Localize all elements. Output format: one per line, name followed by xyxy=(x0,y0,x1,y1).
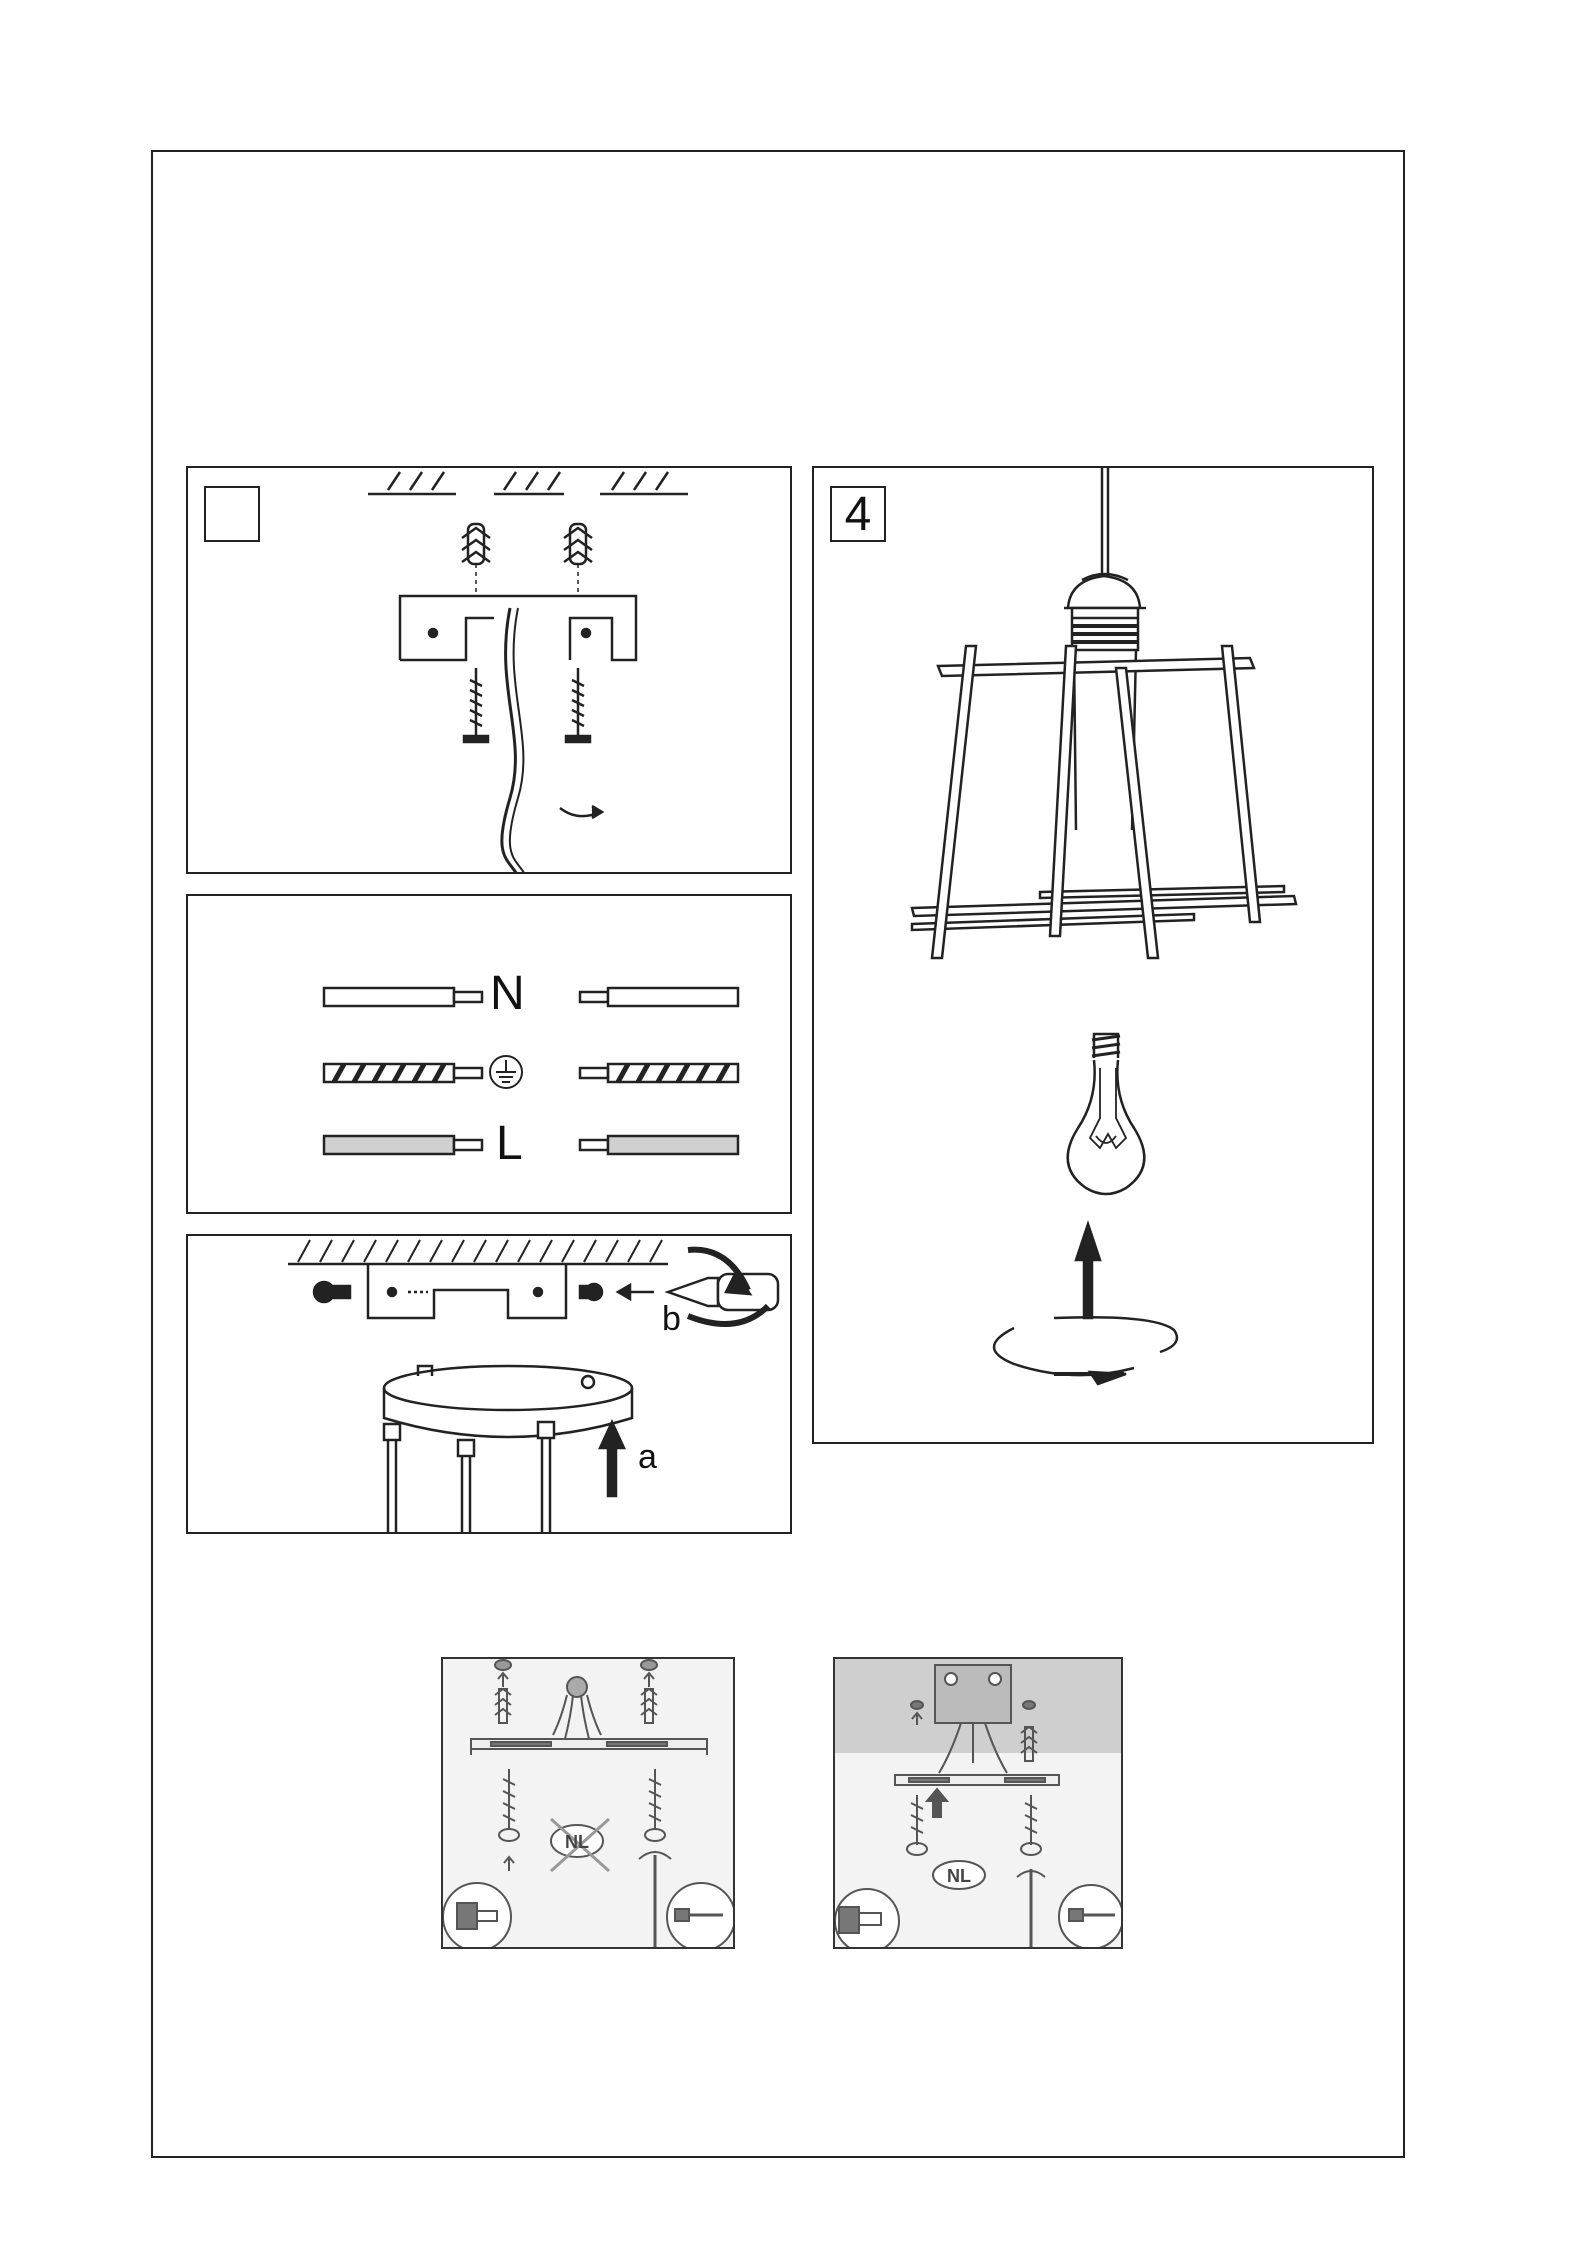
nl-badge-left: NL xyxy=(565,1832,589,1852)
bracket-photo-drawing-right xyxy=(835,1659,1123,1949)
panel-mounting xyxy=(186,1234,792,1534)
ceiling-bracket-drawing xyxy=(188,468,792,874)
photo-bracket-instruction-left xyxy=(441,1657,735,1949)
panel-lamp-assembly xyxy=(812,466,1374,1444)
step-number-box-4: 4 xyxy=(830,486,886,542)
mounting-drawing xyxy=(188,1236,792,1534)
bracket-photo-drawing-left xyxy=(443,1659,735,1949)
lamp-drawing xyxy=(814,468,1374,1444)
neutral-label: N xyxy=(490,967,525,1020)
panel-wiring xyxy=(186,894,792,1214)
wiring-drawing xyxy=(188,896,792,1214)
arrow-a-label: a xyxy=(638,1438,657,1476)
panel-ceiling-bracket xyxy=(186,466,792,874)
earth-ground-icon xyxy=(490,1056,522,1088)
photo-bracket-instruction-right xyxy=(833,1657,1123,1949)
arrow-b-label: b xyxy=(662,1300,681,1338)
nl-badge-right: NL xyxy=(947,1866,971,1886)
live-label: L xyxy=(496,1117,523,1170)
